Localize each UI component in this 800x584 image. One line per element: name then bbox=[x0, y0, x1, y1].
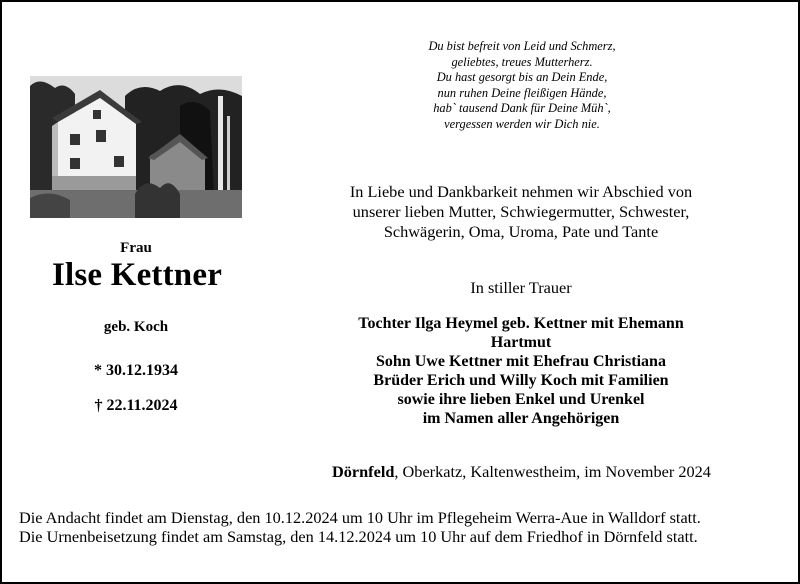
place-date-line bbox=[302, 462, 788, 482]
in-silent-grief: In stiller Trauer bbox=[470, 278, 572, 297]
poem-line: Du hast gesorgt bis an Dein Ende, bbox=[436, 70, 608, 84]
poem-line: geliebtes, treues Mutterherz. bbox=[451, 54, 593, 69]
poem-line: nun ruhen Deine fleißigen Hände, bbox=[437, 85, 607, 100]
mourner-line: Tochter Ilga Heymel geb. Kettner mit Ehemann bbox=[358, 315, 684, 332]
mourners-list bbox=[302, 314, 740, 428]
deceased-name: Ilse Kettner bbox=[51, 257, 223, 293]
house-photo-image bbox=[30, 76, 242, 218]
announcement-text bbox=[302, 182, 740, 242]
poem-line: hab` tausend Dank für Deine Müh`, bbox=[433, 101, 611, 115]
mourner-line: Sohn Uwe Kettner mit Ehefrau Christiana bbox=[376, 353, 666, 370]
honorific: Frau bbox=[120, 240, 152, 256]
mourner-line: sowie ihre lieben Enkel und Urenkel bbox=[397, 391, 645, 408]
death-date: † 22.11.2024 bbox=[94, 397, 178, 414]
announcement-line: Schwägerin, Oma, Uroma, Pate und Tante bbox=[383, 222, 659, 241]
service-information bbox=[19, 508, 781, 546]
poem-line: vergessen werden wir Dich nie. bbox=[444, 116, 600, 131]
memorial-poem bbox=[397, 39, 647, 132]
birth-date: * 30.12.1934 bbox=[94, 362, 178, 379]
place-name: Dörnfeld bbox=[332, 462, 395, 481]
devotion-info: Die Andacht findet am Dienstag, den 10.12.2024 um 10 Uhr im Pflegeheim Werra-Aue in Walldorf statt. bbox=[19, 508, 701, 527]
announcement-line: In Liebe und Dankbarkeit nehmen wir Abschied von bbox=[349, 182, 693, 201]
mourner-line: Brüder Erich und Willy Koch mit Familien bbox=[373, 372, 669, 389]
poem-line: Du bist befreit von Leid und Schmerz, bbox=[428, 39, 616, 53]
place-rest: , Oberkatz, Kaltenwestheim, im November 2024 bbox=[394, 462, 711, 481]
announcement-line: unserer lieben Mutter, Schwiegermutter, Schwester, bbox=[352, 202, 690, 221]
house-photo bbox=[30, 76, 242, 218]
urn-burial-info: Die Urnenbeisetzung findet am Samstag, den 14.12.2024 um 10 Uhr auf dem Friedhof in Dörnfeld statt. bbox=[19, 527, 698, 546]
mourner-line: Hartmut bbox=[490, 334, 552, 351]
mourner-line: im Namen aller Angehörigen bbox=[422, 410, 620, 427]
maiden-name: geb. Koch bbox=[103, 319, 169, 335]
